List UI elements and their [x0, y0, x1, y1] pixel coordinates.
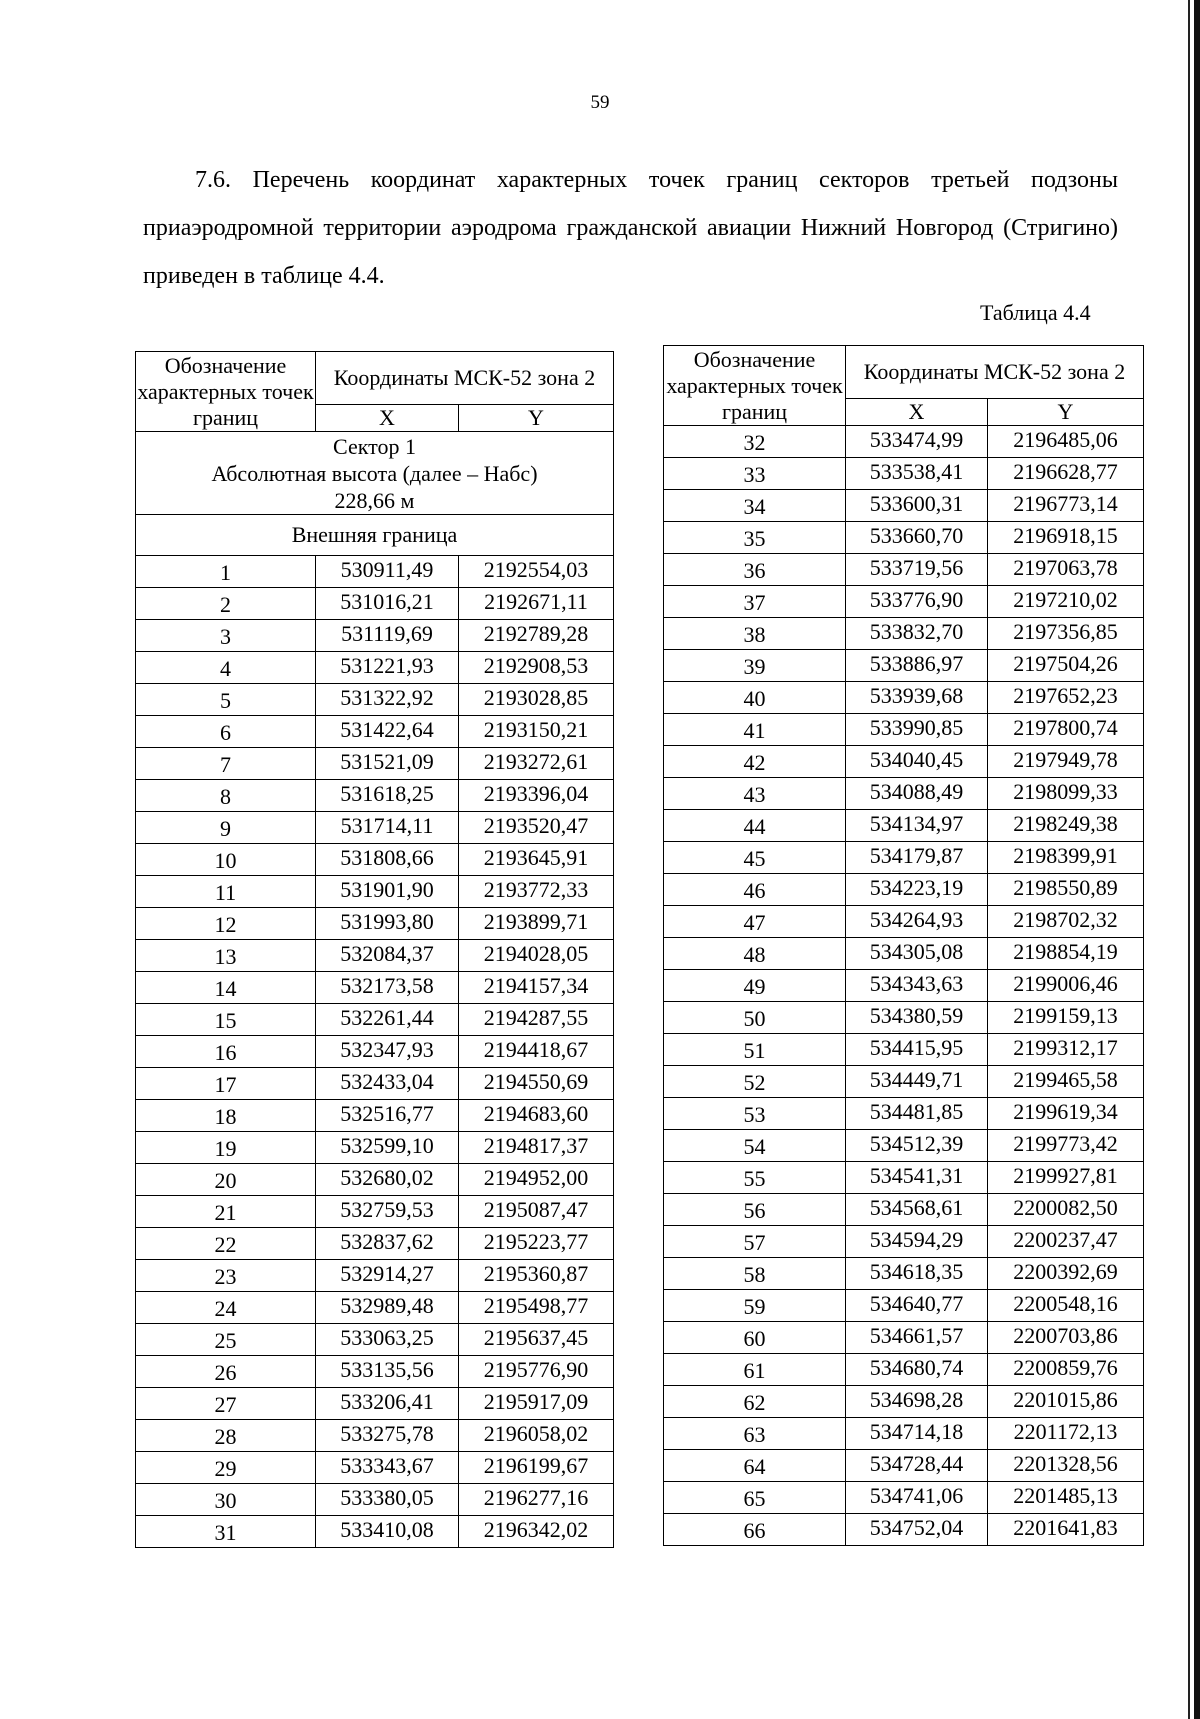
- point-number: 15: [136, 1004, 316, 1036]
- coord-y: 2197504,26: [988, 650, 1144, 682]
- coord-x: 531016,21: [316, 588, 459, 620]
- coord-y: 2201641,83: [988, 1514, 1144, 1546]
- coord-x: 532599,10: [316, 1132, 459, 1164]
- coord-y: 2200237,47: [988, 1226, 1144, 1258]
- point-number: 60: [664, 1322, 846, 1354]
- coord-y: 2199927,81: [988, 1162, 1144, 1194]
- coord-x: 534568,61: [846, 1194, 988, 1226]
- point-number: 38: [664, 618, 846, 650]
- point-number: 47: [664, 906, 846, 938]
- coord-x: 533474,99: [846, 426, 988, 458]
- page-number: 59: [590, 92, 610, 113]
- point-number: 21: [136, 1196, 316, 1228]
- point-number: 36: [664, 554, 846, 586]
- coord-x: 533380,05: [316, 1484, 459, 1516]
- coord-x: 533886,97: [846, 650, 988, 682]
- coord-y: 2200703,86: [988, 1322, 1144, 1354]
- coord-y: 2199312,17: [988, 1034, 1144, 1066]
- coord-x: 532084,37: [316, 940, 459, 972]
- coord-y: 2193645,91: [459, 844, 614, 876]
- point-number: 48: [664, 938, 846, 970]
- coord-x: 532433,04: [316, 1068, 459, 1100]
- point-number: 2: [136, 588, 316, 620]
- coord-x: 533275,78: [316, 1420, 459, 1452]
- table-row: [136, 940, 614, 972]
- coord-x: 534343,63: [846, 970, 988, 1002]
- coord-y: 2198702,32: [988, 906, 1144, 938]
- coord-x: 531422,64: [316, 716, 459, 748]
- table-row: [664, 1514, 1144, 1546]
- table-row: [664, 586, 1144, 618]
- table-row: [664, 490, 1144, 522]
- coord-x: 532759,53: [316, 1196, 459, 1228]
- point-number: 45: [664, 842, 846, 874]
- coord-x: 534661,57: [846, 1322, 988, 1354]
- point-number: 49: [664, 970, 846, 1002]
- coord-x: 534305,08: [846, 938, 988, 970]
- table-row: [664, 714, 1144, 746]
- point-number: 43: [664, 778, 846, 810]
- point-number: 26: [136, 1356, 316, 1388]
- point-number: 64: [664, 1450, 846, 1482]
- point-number: 63: [664, 1418, 846, 1450]
- coord-y: 2194817,37: [459, 1132, 614, 1164]
- coord-x: 533206,41: [316, 1388, 459, 1420]
- table-row: [136, 1132, 614, 1164]
- coord-y: 2192671,11: [459, 588, 614, 620]
- coord-y: 2192908,53: [459, 652, 614, 684]
- coord-x: 534134,97: [846, 810, 988, 842]
- coord-x: 533135,56: [316, 1356, 459, 1388]
- coord-x: 531714,11: [316, 812, 459, 844]
- point-number: 50: [664, 1002, 846, 1034]
- header-y: Y: [988, 399, 1144, 426]
- coord-y: 2196199,67: [459, 1452, 614, 1484]
- table-row: [664, 650, 1144, 682]
- point-number: 65: [664, 1482, 846, 1514]
- point-number: 20: [136, 1164, 316, 1196]
- point-number: 27: [136, 1388, 316, 1420]
- point-number: 61: [664, 1354, 846, 1386]
- coord-x: 534640,77: [846, 1290, 988, 1322]
- coord-x: 534088,49: [846, 778, 988, 810]
- table-row: [664, 1290, 1144, 1322]
- point-number: 39: [664, 650, 846, 682]
- coord-y: 2197949,78: [988, 746, 1144, 778]
- coord-y: 2196485,06: [988, 426, 1144, 458]
- coord-y: 2193396,04: [459, 780, 614, 812]
- point-number: 46: [664, 874, 846, 906]
- table-row: [136, 780, 614, 812]
- point-number: 37: [664, 586, 846, 618]
- point-number: 32: [664, 426, 846, 458]
- coord-y: 2197063,78: [988, 554, 1144, 586]
- coord-x: 534481,85: [846, 1098, 988, 1130]
- table-row: [136, 1388, 614, 1420]
- coord-x: 534512,39: [846, 1130, 988, 1162]
- point-number: 30: [136, 1484, 316, 1516]
- point-number: 28: [136, 1420, 316, 1452]
- coord-y: 2195637,45: [459, 1324, 614, 1356]
- coord-x: 533990,85: [846, 714, 988, 746]
- coordinates-table-left: [135, 351, 614, 1548]
- coord-y: 2198099,33: [988, 778, 1144, 810]
- table-row: [136, 1036, 614, 1068]
- coord-y: 2200548,16: [988, 1290, 1144, 1322]
- coord-x: 530911,49: [316, 556, 459, 588]
- coord-y: 2193272,61: [459, 748, 614, 780]
- header-points: Обозначение характерных точек границ: [664, 346, 846, 426]
- point-number: 42: [664, 746, 846, 778]
- table-row: [136, 556, 614, 588]
- coord-y: 2194550,69: [459, 1068, 614, 1100]
- coord-x: 534179,87: [846, 842, 988, 874]
- coord-x: 534040,45: [846, 746, 988, 778]
- coordinates-table-right: [663, 345, 1144, 1546]
- coord-y: 2200392,69: [988, 1258, 1144, 1290]
- sector-title: Сектор 1: [333, 433, 416, 459]
- coord-y: 2197210,02: [988, 586, 1144, 618]
- coord-y: 2195223,77: [459, 1228, 614, 1260]
- table-row: [664, 842, 1144, 874]
- sector-height-value: 228,66 м: [334, 487, 415, 513]
- coord-x: 534728,44: [846, 1450, 988, 1482]
- coord-x: 533600,31: [846, 490, 988, 522]
- coord-y: 2196058,02: [459, 1420, 614, 1452]
- point-number: 14: [136, 972, 316, 1004]
- table-row: [136, 1452, 614, 1484]
- coord-y: 2194683,60: [459, 1100, 614, 1132]
- coord-x: 532173,58: [316, 972, 459, 1004]
- coord-y: 2195776,90: [459, 1356, 614, 1388]
- coord-x: 532516,77: [316, 1100, 459, 1132]
- table-row: [136, 844, 614, 876]
- coord-x: 531808,66: [316, 844, 459, 876]
- point-number: 23: [136, 1260, 316, 1292]
- coord-x: 533343,67: [316, 1452, 459, 1484]
- point-number: 40: [664, 682, 846, 714]
- point-number: 56: [664, 1194, 846, 1226]
- table-row: [136, 684, 614, 716]
- coord-y: 2199773,42: [988, 1130, 1144, 1162]
- table-caption: Таблица 4.4: [980, 300, 1091, 325]
- sector-height-label: Абсолютная высота (далее – Набс): [211, 460, 538, 486]
- point-number: 31: [136, 1516, 316, 1548]
- coord-x: 533719,56: [846, 554, 988, 586]
- table-row: [136, 620, 614, 652]
- table-row: [664, 778, 1144, 810]
- point-number: 51: [664, 1034, 846, 1066]
- coord-x: 533832,70: [846, 618, 988, 650]
- coord-x: 534714,18: [846, 1418, 988, 1450]
- coord-y: 2193772,33: [459, 876, 614, 908]
- point-number: 17: [136, 1068, 316, 1100]
- point-number: 66: [664, 1514, 846, 1546]
- table-row: [664, 1226, 1144, 1258]
- table-row: [136, 1420, 614, 1452]
- coord-y: 2192789,28: [459, 620, 614, 652]
- point-number: 19: [136, 1132, 316, 1164]
- coord-x: 534594,29: [846, 1226, 988, 1258]
- table-row: [664, 906, 1144, 938]
- coord-x: 532989,48: [316, 1292, 459, 1324]
- table-row: [136, 748, 614, 780]
- table-row: [136, 1324, 614, 1356]
- header-coords: Координаты МСК-52 зона 2: [316, 352, 614, 405]
- point-number: 8: [136, 780, 316, 812]
- point-number: 35: [664, 522, 846, 554]
- table-row: [664, 874, 1144, 906]
- point-number: 33: [664, 458, 846, 490]
- point-number: 41: [664, 714, 846, 746]
- point-number: 34: [664, 490, 846, 522]
- table-row: [136, 972, 614, 1004]
- coord-x: 534449,71: [846, 1066, 988, 1098]
- scan-edge: [1194, 0, 1200, 1719]
- coord-y: 2200082,50: [988, 1194, 1144, 1226]
- coord-y: 2194028,05: [459, 940, 614, 972]
- scan-edge-line: [1188, 0, 1190, 1719]
- coord-x: 534741,06: [846, 1482, 988, 1514]
- point-number: 22: [136, 1228, 316, 1260]
- coord-y: 2199465,58: [988, 1066, 1144, 1098]
- coord-x: 534618,35: [846, 1258, 988, 1290]
- coord-y: 2195917,09: [459, 1388, 614, 1420]
- table-row: [664, 1354, 1144, 1386]
- table-row: [664, 1418, 1144, 1450]
- table-row: [136, 588, 614, 620]
- point-number: 5: [136, 684, 316, 716]
- point-number: 59: [664, 1290, 846, 1322]
- coord-y: 2192554,03: [459, 556, 614, 588]
- table-row: [136, 652, 614, 684]
- coord-y: 2201015,86: [988, 1386, 1144, 1418]
- header-coords: Координаты МСК-52 зона 2: [846, 346, 1144, 399]
- table-row: [136, 1196, 614, 1228]
- table-row: [664, 746, 1144, 778]
- point-number: 54: [664, 1130, 846, 1162]
- point-number: 9: [136, 812, 316, 844]
- coord-x: 532680,02: [316, 1164, 459, 1196]
- table-row: [664, 1130, 1144, 1162]
- coord-x: 534541,31: [846, 1162, 988, 1194]
- coord-x: 533776,90: [846, 586, 988, 618]
- coord-x: 533939,68: [846, 682, 988, 714]
- coord-y: 2201328,56: [988, 1450, 1144, 1482]
- coord-y: 2198550,89: [988, 874, 1144, 906]
- coord-y: 2199006,46: [988, 970, 1144, 1002]
- coord-y: 2196918,15: [988, 522, 1144, 554]
- table-row: [664, 1386, 1144, 1418]
- point-number: 62: [664, 1386, 846, 1418]
- table-row: [664, 1098, 1144, 1130]
- table-row: [664, 522, 1144, 554]
- coord-x: 531993,80: [316, 908, 459, 940]
- coord-x: 534415,95: [846, 1034, 988, 1066]
- coord-y: 2193520,47: [459, 812, 614, 844]
- point-number: 11: [136, 876, 316, 908]
- table-row: [136, 1228, 614, 1260]
- coord-x: 532914,27: [316, 1260, 459, 1292]
- coord-x: 531521,09: [316, 748, 459, 780]
- point-number: 3: [136, 620, 316, 652]
- coord-x: 532261,44: [316, 1004, 459, 1036]
- table-row: [664, 554, 1144, 586]
- coord-y: 2199619,34: [988, 1098, 1144, 1130]
- coord-y: 2197356,85: [988, 618, 1144, 650]
- coord-y: 2198854,19: [988, 938, 1144, 970]
- point-number: 10: [136, 844, 316, 876]
- table-row: [664, 426, 1144, 458]
- coord-y: 2195087,47: [459, 1196, 614, 1228]
- coord-x: 531221,93: [316, 652, 459, 684]
- header-x: X: [846, 399, 988, 426]
- section-heading: 7.6. Перечень координат характерных точек границ секторов третьей подзоны приаэродромной территории аэродрома гражданской авиации Нижний Новгород (Стригино) приведен в таблице 4.4.: [143, 167, 1118, 289]
- coord-x: 534264,93: [846, 906, 988, 938]
- coord-y: 2201172,13: [988, 1418, 1144, 1450]
- coord-y: 2197652,23: [988, 682, 1144, 714]
- table-row: [664, 618, 1144, 650]
- coord-y: 2200859,76: [988, 1354, 1144, 1386]
- table-row: [136, 1260, 614, 1292]
- point-number: 13: [136, 940, 316, 972]
- coord-y: 2193028,85: [459, 684, 614, 716]
- coord-y: 2196342,02: [459, 1516, 614, 1548]
- coord-y: 2201485,13: [988, 1482, 1144, 1514]
- table-row: [136, 1516, 614, 1548]
- table-row: [136, 908, 614, 940]
- table-row: [136, 1484, 614, 1516]
- coord-x: 533063,25: [316, 1324, 459, 1356]
- coord-x: 531322,92: [316, 684, 459, 716]
- coord-y: 2198399,91: [988, 842, 1144, 874]
- table-row: [136, 1356, 614, 1388]
- table-row: [664, 1162, 1144, 1194]
- point-number: 55: [664, 1162, 846, 1194]
- table-row: [136, 1164, 614, 1196]
- coord-x: 534752,04: [846, 1514, 988, 1546]
- table-row: [136, 812, 614, 844]
- coord-x: 532347,93: [316, 1036, 459, 1068]
- table-row: [664, 458, 1144, 490]
- point-number: 57: [664, 1226, 846, 1258]
- point-number: 29: [136, 1452, 316, 1484]
- point-number: 24: [136, 1292, 316, 1324]
- table-row: [136, 1292, 614, 1324]
- table-row: [664, 938, 1144, 970]
- table-row: [136, 876, 614, 908]
- coord-x: 533538,41: [846, 458, 988, 490]
- coord-y: 2194952,00: [459, 1164, 614, 1196]
- table-row: [136, 716, 614, 748]
- table-row: [664, 1482, 1144, 1514]
- coord-x: 531119,69: [316, 620, 459, 652]
- point-number: 52: [664, 1066, 846, 1098]
- coord-y: 2194287,55: [459, 1004, 614, 1036]
- table-row: [136, 1100, 614, 1132]
- coord-x: 534680,74: [846, 1354, 988, 1386]
- coord-y: 2198249,38: [988, 810, 1144, 842]
- point-number: 25: [136, 1324, 316, 1356]
- table-row: [664, 1066, 1144, 1098]
- coord-x: 533410,08: [316, 1516, 459, 1548]
- coord-x: 534698,28: [846, 1386, 988, 1418]
- coord-y: 2193899,71: [459, 908, 614, 940]
- table-row: [664, 1450, 1144, 1482]
- point-number: 53: [664, 1098, 846, 1130]
- coord-y: 2196628,77: [988, 458, 1144, 490]
- coord-x: 534223,19: [846, 874, 988, 906]
- coord-x: 533660,70: [846, 522, 988, 554]
- point-number: 6: [136, 716, 316, 748]
- point-number: 16: [136, 1036, 316, 1068]
- table-row: [664, 1258, 1144, 1290]
- point-number: 44: [664, 810, 846, 842]
- coord-y: 2194157,34: [459, 972, 614, 1004]
- coord-y: 2196773,14: [988, 490, 1144, 522]
- coord-y: 2193150,21: [459, 716, 614, 748]
- point-number: 58: [664, 1258, 846, 1290]
- table-row: [136, 1068, 614, 1100]
- coord-x: 531901,90: [316, 876, 459, 908]
- coord-y: 2197800,74: [988, 714, 1144, 746]
- table-row: [136, 1004, 614, 1036]
- point-number: 7: [136, 748, 316, 780]
- table-row: [664, 810, 1144, 842]
- coord-y: 2195360,87: [459, 1260, 614, 1292]
- point-number: 1: [136, 556, 316, 588]
- table-row: [664, 1322, 1144, 1354]
- coord-y: 2196277,16: [459, 1484, 614, 1516]
- coord-x: 531618,25: [316, 780, 459, 812]
- coord-y: 2195498,77: [459, 1292, 614, 1324]
- point-number: 12: [136, 908, 316, 940]
- point-number: 18: [136, 1100, 316, 1132]
- table-row: [664, 1194, 1144, 1226]
- coord-y: 2194418,67: [459, 1036, 614, 1068]
- coord-y: 2199159,13: [988, 1002, 1144, 1034]
- table-row: [664, 1034, 1144, 1066]
- boundary-label: Внешняя граница: [136, 515, 614, 556]
- table-row: [664, 682, 1144, 714]
- header-points: Обозначение характерных точек границ: [137, 352, 314, 430]
- table-row: [664, 1002, 1144, 1034]
- coord-x: 532837,62: [316, 1228, 459, 1260]
- point-number: 4: [136, 652, 316, 684]
- header-x: X: [316, 405, 459, 432]
- coord-x: 534380,59: [846, 1002, 988, 1034]
- table-row: [664, 970, 1144, 1002]
- header-y: Y: [459, 405, 614, 432]
